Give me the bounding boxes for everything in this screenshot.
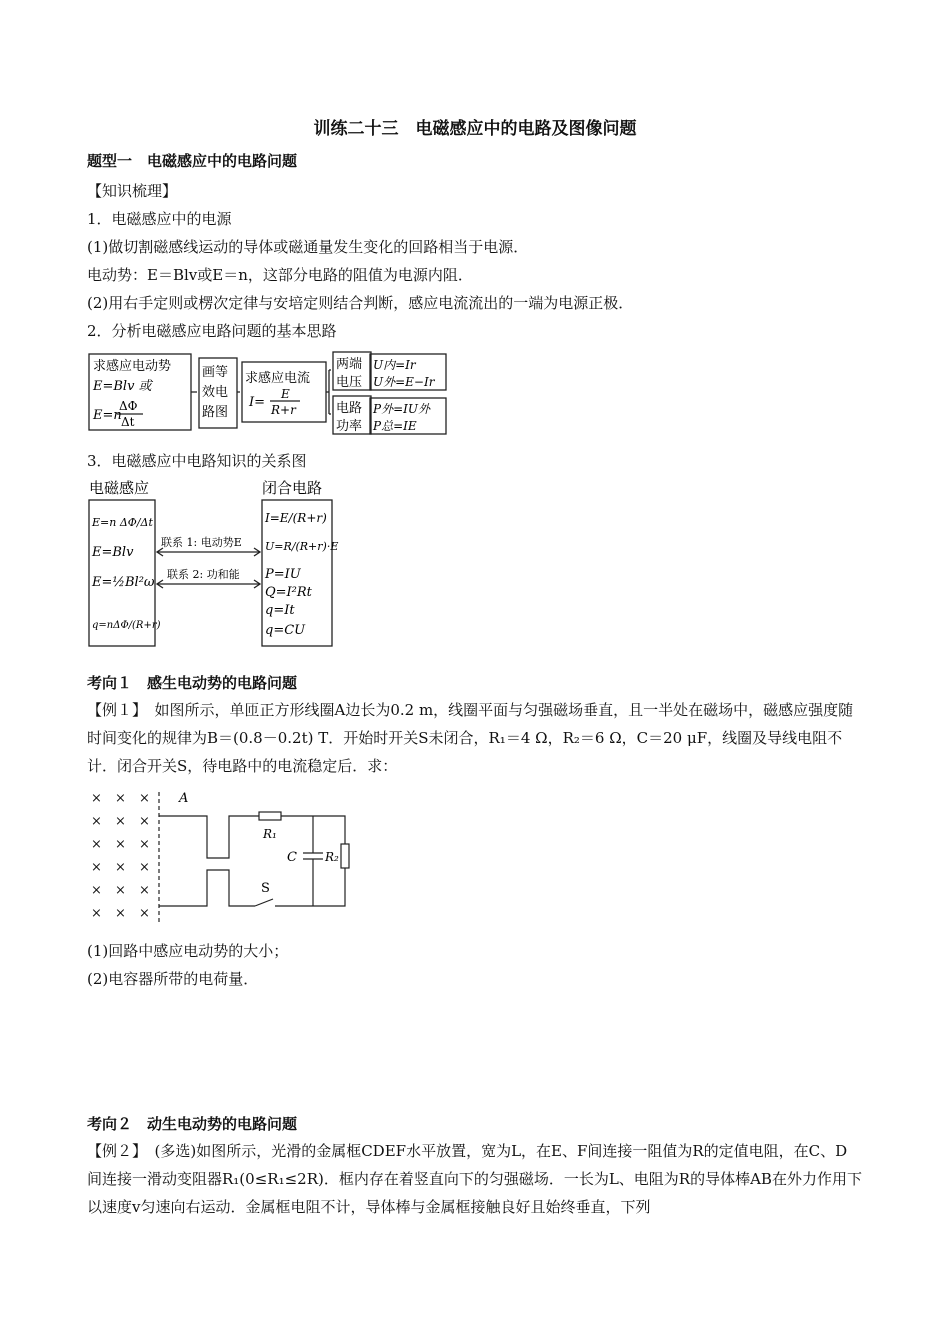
question-2: (2)电容器所带的电荷量． xyxy=(87,970,259,988)
field-cross-icon: × xyxy=(139,837,150,852)
flow-box2-l3: 路图 xyxy=(202,405,229,420)
point-1-text-2: 电动势：E＝Blv或E＝n，这部分电路的阻值为电源内阻． xyxy=(87,266,473,284)
flow-box6-l2: 功率 xyxy=(336,419,363,434)
flow-box4-l2: 电压 xyxy=(336,375,363,390)
relation-link2: 联系 2: 功和能 xyxy=(167,568,240,581)
circuit-label-S: S xyxy=(261,881,270,896)
field-cross-icon: × xyxy=(91,860,102,875)
field-cross-icon: × xyxy=(91,791,102,806)
relation-left-title: 电磁感应 xyxy=(89,479,150,497)
flow-box4-l1: 两端 xyxy=(336,357,363,372)
relation-r6: q=CU xyxy=(265,623,306,638)
flow-box2-l2: 效电 xyxy=(202,385,229,400)
field-cross-icon: × xyxy=(91,883,102,898)
relation-r4: Q=I²Rt xyxy=(265,585,312,600)
flow-box1-num: ΔΦ xyxy=(119,399,138,413)
flow-box7-l2: P总=IE xyxy=(373,419,417,433)
page-title: 训练二十三 电磁感应中的电路及图像问题 xyxy=(313,119,637,139)
field-cross-icon: × xyxy=(115,791,126,806)
point-3-title: 3．电磁感应中电路知识的关系图 xyxy=(87,452,307,470)
field-cross-icon: × xyxy=(139,883,150,898)
flow-box3-den: R+r xyxy=(271,403,296,417)
relation-link1: 联系 1: 电动势E xyxy=(161,536,242,549)
circuit-label-R2: R₂ xyxy=(325,850,339,864)
relation-r5: q=It xyxy=(265,603,295,618)
point-2-title: 2．分析电磁感应电路问题的基本思路 xyxy=(87,322,337,340)
relation-r2: U=R/(R+r)·E xyxy=(265,540,339,553)
kx2-heading: 考向２ 动生电动势的电路问题 xyxy=(87,1115,298,1133)
section-heading: 题型一 电磁感应中的电路问题 xyxy=(87,152,298,170)
point-1-text-1: (1)做切割磁感线运动的导体或磁通量发生变化的回路相当于电源． xyxy=(87,238,529,256)
flow-box1-den: Δt xyxy=(121,415,135,429)
example-1-text: 【例１】 如图所示，单匝正方形线圈A边长为0.2 m，线圈平面与匀强磁场垂直，且一半处在磁场中，磁感应强度随时间变化的规律为B＝(0.8－0.2t) T．开始时开关S未闭合，R₁＝4 Ω，R₂＝6 Ω，C＝20 μF，线圈及导线电阻不计．闭合开关S，待电路中的电流稳定后．求： xyxy=(87,701,854,775)
field-cross-icon: × xyxy=(115,814,126,829)
relation-l3: E=½Bl²ω xyxy=(92,575,155,590)
field-cross-icon: × xyxy=(139,791,150,806)
relation-l2: E=Blv xyxy=(92,545,134,560)
circuit-label-C: C xyxy=(287,850,297,865)
kx1-heading: 考向１ 感生电动势的电路问题 xyxy=(87,674,298,692)
field-cross-icon: × xyxy=(115,860,126,875)
flow-box3-num: E xyxy=(281,387,290,401)
flow-box2-l1: 画等 xyxy=(202,365,229,380)
relation-diagram xyxy=(87,478,347,650)
point-1-text-3: (2)用右手定则或楞次定律与安培定则结合判断，感应电流流出的一端为电源正极． xyxy=(87,294,634,312)
field-cross-icon: × xyxy=(91,837,102,852)
field-cross-icon: × xyxy=(115,883,126,898)
circuit-label-R1: R₁ xyxy=(263,827,277,841)
field-cross-icon: × xyxy=(139,906,150,921)
relation-right-title: 闭合电路 xyxy=(262,479,323,497)
relation-r1: I=E/(R+r) xyxy=(265,511,327,525)
flow-box5-l1: U内=Ir xyxy=(373,358,416,372)
example-2-text: 【例２】 (多选)如图所示，光滑的金属框CDEF水平放置，宽为L，在E、F间连接一阻值为R的定值电阻，在C、D间连接一滑动变阻器R₁(0≤R₁≤2R)．框内存在着竖直向下的匀强磁场．一长为L、电阻为R的导体棒AB在外力作用下以速度v匀速向右运动．金属框电阻不计，导体棒与金属框接触良好且始终垂直，下列 xyxy=(87,1142,862,1216)
relation-l4: q=nΔΦ/(R+r) xyxy=(92,620,161,631)
circuit-label-A: A xyxy=(179,791,189,806)
relation-r3: P=IU xyxy=(265,567,301,582)
analysis-flow-diagram xyxy=(87,348,457,440)
field-cross-icon: × xyxy=(91,814,102,829)
example-1-circuit xyxy=(87,786,357,928)
field-cross-icon: × xyxy=(139,860,150,875)
field-cross-icon: × xyxy=(139,814,150,829)
magnetic-field-crosses xyxy=(91,791,150,921)
relation-l1: E=n ΔΦ/Δt xyxy=(92,516,153,529)
flow-box1-title: 求感应电动势 xyxy=(93,359,172,374)
field-cross-icon: × xyxy=(115,906,126,921)
point-1-title: 1．电磁感应中的电源 xyxy=(87,210,232,228)
flow-box1-line2: E=Blv 或 xyxy=(93,379,152,394)
field-cross-icon: × xyxy=(91,906,102,921)
knowledge-tag: 【知识梳理】 xyxy=(87,182,178,200)
question-1: (1)回路中感应电动势的大小； xyxy=(87,942,289,960)
flow-box7-l1: P外=IU外 xyxy=(373,402,430,416)
field-cross-icon: × xyxy=(115,837,126,852)
flow-box6-l1: 电路 xyxy=(336,401,363,416)
flow-box3-I: I= xyxy=(249,395,266,410)
flow-box3-title: 求感应电流 xyxy=(245,371,311,386)
flow-box1-line3: E=n xyxy=(93,408,122,423)
flow-box5-l2: U外=E−Ir xyxy=(373,375,435,389)
